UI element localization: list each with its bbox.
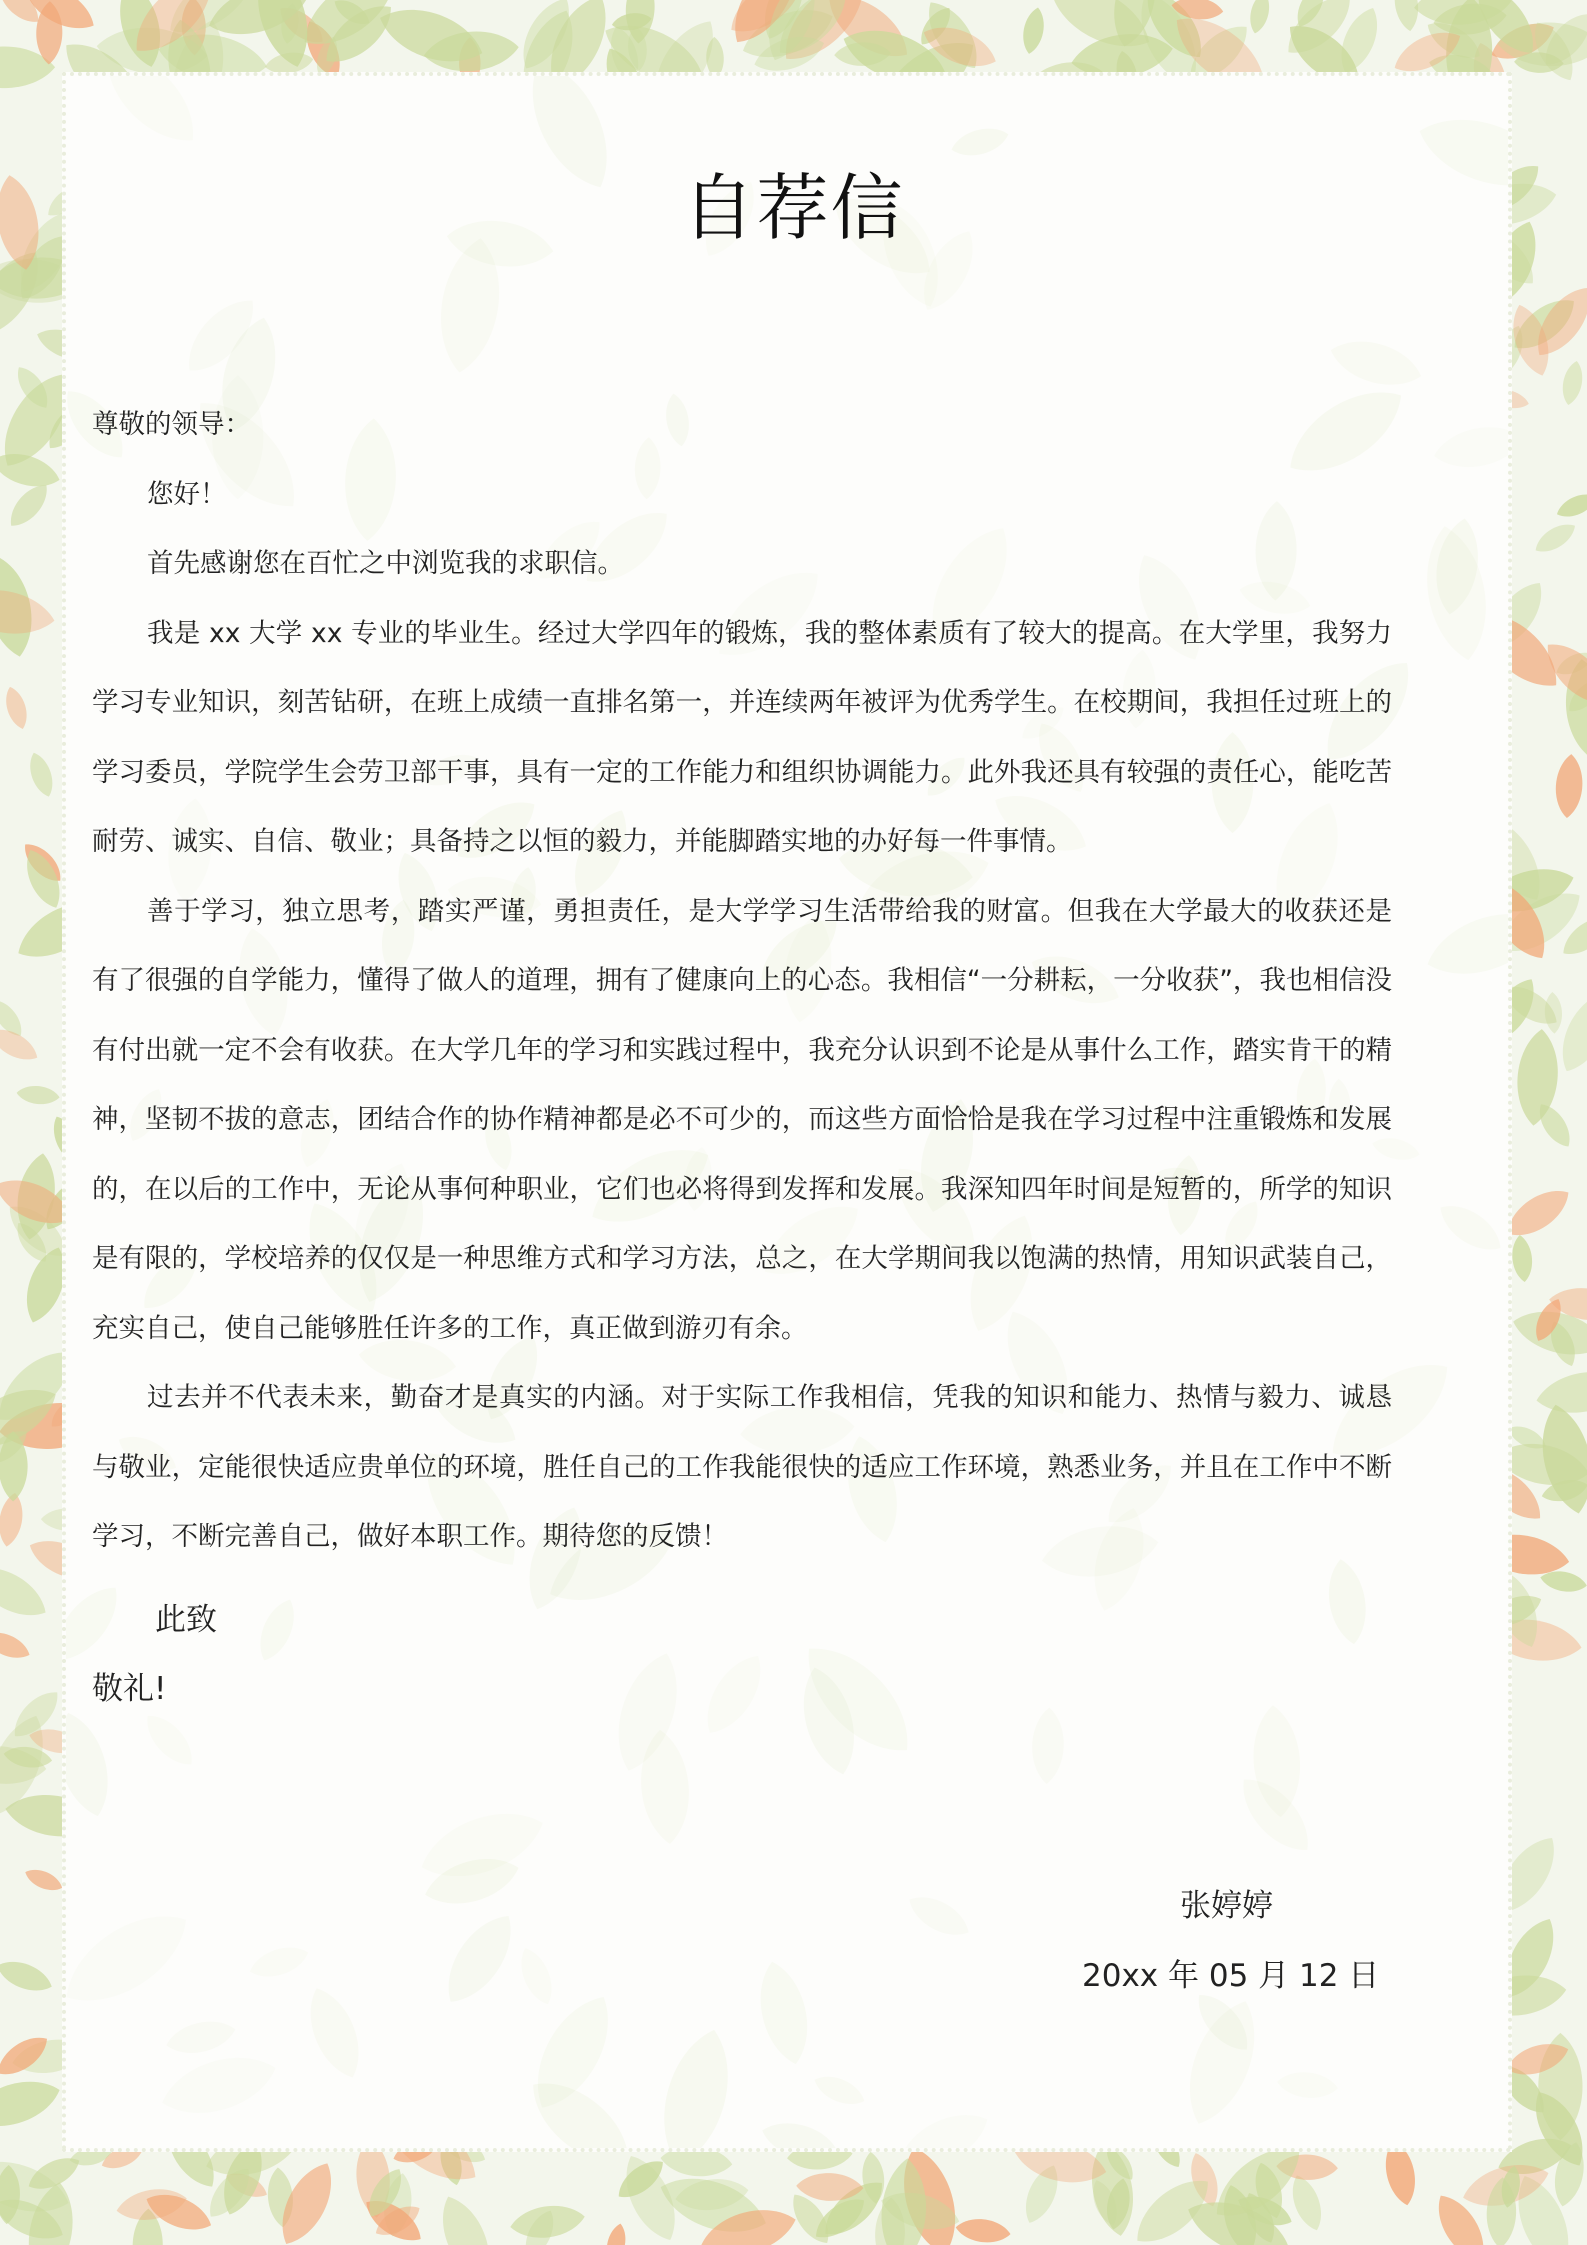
watermark-leaf <box>1031 1707 1065 1784</box>
watermark-leaf <box>1276 2069 1340 2101</box>
watermark-leaf <box>1419 899 1508 988</box>
leaf-decoration <box>954 2216 1012 2245</box>
signature-name: 张婷婷 <box>1180 1888 1273 1924</box>
leaf-decoration <box>1544 992 1563 1034</box>
leaf-decoration <box>1286 2171 1329 2234</box>
watermark-leaf <box>903 1887 976 1944</box>
leaf-decoration <box>1553 489 1587 523</box>
salutation: 尊敬的领导： <box>92 409 251 440</box>
watermark-leaf <box>810 2070 869 2112</box>
letter-body <box>92 390 1392 1572</box>
watermark-leaf <box>433 1904 526 2014</box>
paragraph-2: 我是 xx 大学 xx 专业的毕业生。经过大学四年的锻炼，我的整体素质有了较大的提高。在大学里，我努力学习专业知识，刻苦钻研，在班上成绩一直排名第一，并连续两年被评为优秀学生。在校期间，我担任过班上的学习委员，学院学生会劳卫部干事，具有一定的工作能力和组织协调能力。此外我还具有较强的责任心，能吃苦耐劳、诚实、自信、敬业；具备持之以恒的毅力，并能脚踏实地的办好每一件事情。 <box>92 617 1392 857</box>
signature-date: 20xx 年 05 月 12 日 <box>1082 1958 1380 1994</box>
watermark-leaf <box>751 1957 817 2069</box>
watermark-leaf <box>155 2045 283 2126</box>
leaf-decoration <box>603 2222 629 2245</box>
leaf-decoration <box>22 1865 65 1896</box>
watermark-leaf <box>246 1941 312 1984</box>
closing-salute: 敬礼! <box>92 1671 167 1707</box>
leaf-decoration <box>16 1084 61 1106</box>
watermark-leaf <box>66 1576 130 1673</box>
leaf-decoration <box>1246 0 1273 35</box>
watermark-leaf <box>1417 521 1496 665</box>
paragraph-3: 善于学习，独立思考，踏实严谨，勇担责任，是大学学习生活带给我的财富。但我在大学最大的收获还是有了很强的自学能力，懂得了做人的道理，拥有了健康向上的心态。我相信“一分耕耘，一分收获”，我也相信没有付出就一定不会有收获。在大学几年的学习和实践过程中，我充分认识到不论是从事什么工作，踏实肯干的精神，坚韧不拔的意志，团结合作的协作精神都是必不可少的，而这些方面恰恰是我在学习过程中注重锻炼和发展的，在以后的工作中，无论从事何种职业，它们也必将得到发挥和发展。我深知四年时间是短暂的，所学的知识是有限的，学校培养的仅仅是一种思维方式和学习方法，总之，在大学期间我以饱满的热情，用知识武装自己，充实自己，使自己能够胜任许多的工作，真正做到游刃有余。 <box>92 895 1392 1344</box>
watermark-leaf <box>758 2115 843 2148</box>
leaf-decoration <box>25 750 58 800</box>
paragraph-1: 首先感谢您在百忙之中浏览我的求职信。 <box>147 548 624 579</box>
leaf-decoration <box>0 1626 34 1664</box>
watermark-leaf <box>650 2022 742 2148</box>
watermark-leaf <box>1432 1195 1508 1260</box>
watermark-leaf <box>163 2015 239 2059</box>
watermark-leaf <box>66 1895 202 2022</box>
watermark-leaf <box>1325 332 1426 395</box>
leaf-decoration <box>0 1954 56 1997</box>
leaf-decoration <box>1019 6 1047 56</box>
greeting: 您好！ <box>147 478 227 510</box>
watermark-leaf <box>891 2101 997 2148</box>
leaf-decoration <box>1531 518 1580 559</box>
watermark-leaf <box>694 1646 774 1743</box>
leaf-decoration <box>431 2189 501 2245</box>
watermark-leaf <box>298 1981 371 2085</box>
watermark-leaf <box>1430 420 1508 475</box>
leaf-decoration <box>1559 359 1586 407</box>
letter-title: 自荐信 <box>682 166 905 250</box>
leaf-decoration <box>1 684 31 731</box>
watermark-leaf <box>252 1594 303 1665</box>
leaf-decoration <box>0 2071 65 2136</box>
watermark-leaf <box>66 1707 119 1822</box>
leaf-decoration <box>1554 753 1585 819</box>
paragraph-4: 过去并不代表未来，勤奋才是真实的内涵。对于实际工作我相信，凭我的知识和能力、热情与毅力、诚恳与敬业，定能很快适应贵单位的环境，胜任自己的工作我能很快的适应工作环境，熟悉业务，并且在工作中不断学习，不断完善自己，做好本职工作。期待您的反馈！ <box>92 1382 1392 1552</box>
leaf-decoration <box>1510 1234 1534 1283</box>
closing-phrase: 此致 <box>155 1602 217 1638</box>
watermark-leaf <box>138 1707 202 1773</box>
watermark-leaf <box>514 1943 560 2008</box>
leaf-decoration <box>3 478 55 533</box>
watermark-leaf <box>89 76 210 158</box>
